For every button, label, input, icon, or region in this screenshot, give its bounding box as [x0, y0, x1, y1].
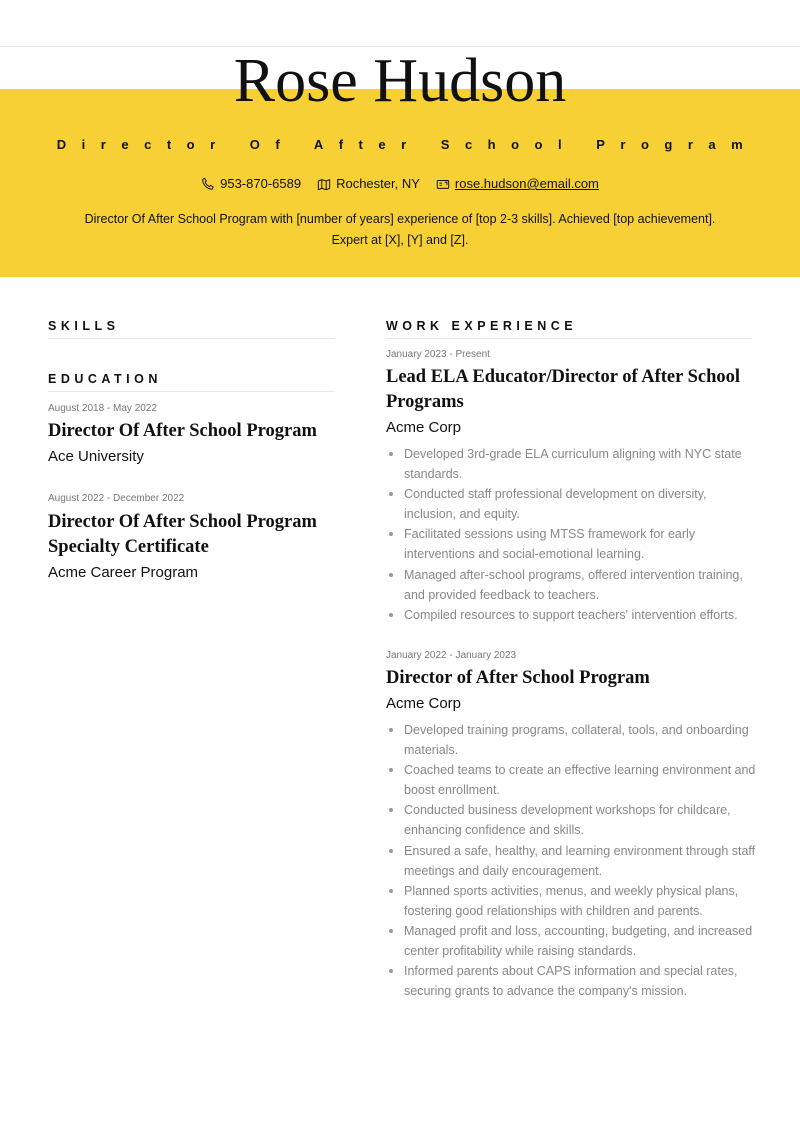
- email-link[interactable]: rose.hudson@email.com: [454, 176, 599, 191]
- list-item: Conducted staff professional development on diversity, inclusion, and equity.: [386, 484, 756, 524]
- job-bullets: [386, 444, 756, 625]
- phone-icon: [201, 177, 215, 191]
- skills-divider: [48, 338, 335, 339]
- job-title: Director Of After School Program: [56, 137, 759, 152]
- list-item: Managed after-school programs, offered intervention training, and provided feedback to teachers.: [386, 565, 756, 605]
- list-item: Conducted business development workshops for childcare, enhancing confidence and skills.: [386, 800, 756, 840]
- job-dates: January 2023 - Present: [386, 349, 490, 360]
- job-bullets: [386, 720, 756, 1001]
- education-school: Acme Career Program: [48, 564, 199, 581]
- experience-divider: [386, 338, 752, 339]
- education-divider: [48, 391, 335, 392]
- candidate-name: Rose Hudson: [233, 47, 567, 115]
- education-dates: August 2022 - December 2022: [48, 493, 185, 504]
- mailbox-icon: [436, 177, 450, 191]
- education-heading: EDUCATION: [48, 372, 162, 386]
- list-item: Managed profit and loss, accounting, budgeting, and increased center profitability while raising standards.: [386, 921, 756, 961]
- experience-heading: WORK EXPERIENCE: [386, 319, 578, 333]
- list-item: Developed training programs, collateral, tools, and onboarding materials.: [386, 720, 756, 760]
- job-dates: January 2022 - January 2023: [386, 650, 517, 661]
- contact-row: [0, 175, 800, 193]
- job-company: Acme Corp: [386, 695, 462, 712]
- list-item: Coached teams to create an effective learning environment and boost enrollment.: [386, 760, 756, 800]
- education-title: Director Of After School Program: [48, 421, 317, 441]
- education-dates: August 2018 - May 2022: [48, 403, 157, 414]
- profile-summary: Director Of After School Program with [number of years] experience of [top 2-3 skills]. Achieved [top achievement]. Expert at [X], [Y] and [Z].: [84, 212, 716, 247]
- list-item: Planned sports activities, menus, and weekly physical plans, fostering good relationships with children and parents.: [386, 881, 756, 921]
- list-item: Informed parents about CAPS information and special rates, securing grants to advance the company's mission.: [386, 961, 756, 1001]
- location-contact: [317, 175, 420, 193]
- map-icon: [317, 177, 331, 191]
- email-contact[interactable]: [436, 175, 599, 193]
- education-title: Director Of After School Program Specialty Certificate: [48, 512, 317, 557]
- job-company: Acme Corp: [386, 419, 462, 436]
- list-item: Facilitated sessions using MTSS framework for early interventions and social-emotional learning.: [386, 524, 756, 564]
- list-item: Developed 3rd-grade ELA curriculum aligning with NYC state standards.: [386, 444, 756, 484]
- phone-contact: [201, 175, 301, 193]
- skills-heading: SKILLS: [48, 319, 120, 333]
- job-title-entry: Director of After School Program: [386, 668, 650, 688]
- phone-number: 953-870-6589: [220, 176, 302, 191]
- list-item: Compiled resources to support teachers' intervention efforts.: [386, 605, 756, 625]
- education-school: Ace University: [48, 448, 144, 465]
- job-title-entry: Lead ELA Educator/Director of After School Programs: [386, 367, 741, 412]
- list-item: Ensured a safe, healthy, and learning environment through staff meetings and daily encouragement.: [386, 841, 756, 881]
- location-text: Rochester, NY: [336, 176, 420, 191]
